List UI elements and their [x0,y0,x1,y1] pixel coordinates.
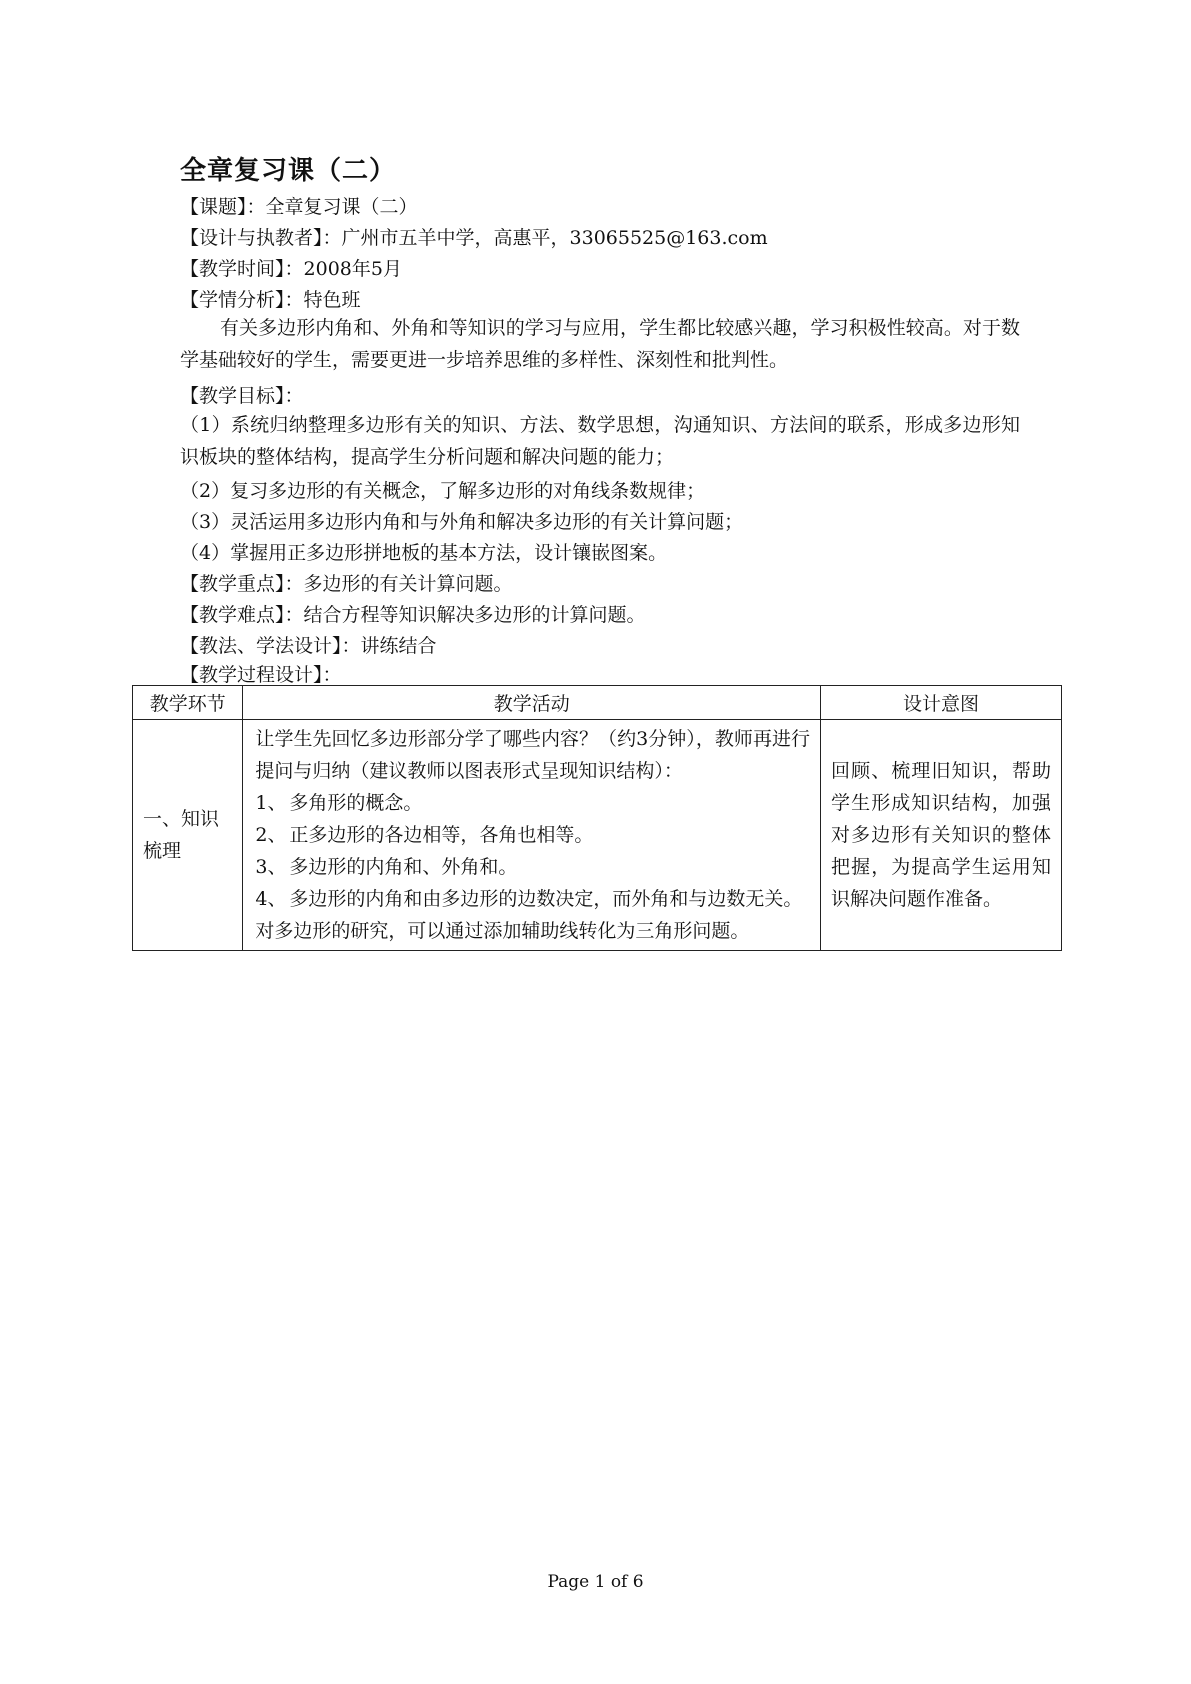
list-item [255,787,810,819]
goal-item: （3）灵活运用多边形内角和与外角和解决多边形的有关计算问题； [180,511,744,533]
header-activity: 教学活动 [243,686,821,720]
goals-heading: 【教学目标】： [180,385,304,407]
goal-item: （4）掌握用正多边形拼地板的基本方法，设计镶嵌图案。 [180,542,668,564]
list-item-number: 4、 [255,888,287,910]
activity-intro: 让学生先回忆多边形部分学了哪些内容？（约3分钟），教师再进行提问与归纳（建议教师以图表形式呈现知识结构）： [255,728,811,782]
process-table [132,685,1062,951]
stage-cell: 一、知识梳理 [133,720,243,951]
meta-analysis-value: 特色班 [303,289,361,311]
meta-designer-label: 【设计与执教者】： [180,227,342,249]
meta-time-value: 2008年5月 [303,258,402,280]
page-title: 全章复习课（二） [180,156,397,186]
list-item [255,883,810,915]
table-row [133,720,1062,951]
list-item [255,851,810,883]
table-header-row [133,686,1062,720]
meta-topic-label: 【课题】： [180,196,266,218]
meta-analysis [180,285,361,312]
analysis-paragraph: 有关多边形内角和、外角和等知识的学习与应用，学生都比较感兴趣，学习积极性较高。对于数学基础较好的学生，需要更进一步培养思维的多样性、深刻性和批判性。 [180,317,1020,371]
key-point-value: 多边形的有关计算问题。 [303,573,513,595]
difficulty-value: 结合方程等知识解决多边形的计算问题。 [303,604,646,626]
meta-topic [180,192,418,219]
meta-topic-value: 全章复习课（二） [265,196,418,218]
key-point-label: 【教学重点】： [180,573,304,595]
goal-item: （2）复习多边形的有关概念，了解多边形的对角线条数规律； [180,480,706,502]
page-footer: Page 1 of 6 [547,1572,644,1592]
list-item-number: 3、 [255,856,287,878]
difficulty-label: 【教学难点】： [180,604,304,626]
meta-designer [180,223,768,250]
list-item-text: 多边形的内角和由多边形的边数决定，而外角和与边数无关。 [289,888,803,910]
meta-time-label: 【教学时间】： [180,258,304,280]
list-item [255,819,810,851]
meta-time [180,254,402,281]
meta-analysis-label: 【学情分析】： [180,289,304,311]
list-item-text: 多边形的内角和、外角和。 [289,856,518,878]
process-heading: 【教学过程设计】： [180,664,342,686]
list-item-number: 2、 [255,824,287,846]
key-point [180,569,513,596]
activity-outro: 对多边形的研究，可以通过添加辅助线转化为三角形问题。 [255,920,750,942]
list-item-number: 1、 [255,792,287,814]
method-value: 讲练结合 [360,635,437,657]
list-item-text: 多角形的概念。 [289,792,423,814]
difficulty [180,600,646,627]
header-stage: 教学环节 [133,686,243,720]
activity-cell [243,720,821,951]
header-intent: 设计意图 [821,686,1062,720]
method [180,631,437,658]
list-item-text: 正多边形的各边相等，各角也相等。 [289,824,594,846]
meta-designer-value: 广州市五羊中学，高惠平，33065525@163.com [341,227,768,249]
method-label: 【教法、学法设计】： [180,635,361,657]
intent-cell: 回顾、梳理旧知识，帮助学生形成知识结构，加强对多边形有关知识的整体把握，为提高学生运用知识解决问题作准备。 [821,720,1062,951]
goal-item: （1）系统归纳整理多边形有关的知识、方法、数学思想，沟通知识、方法间的联系，形成多边形知识板块的整体结构，提高学生分析问题和解决问题的能力； [180,414,1020,468]
